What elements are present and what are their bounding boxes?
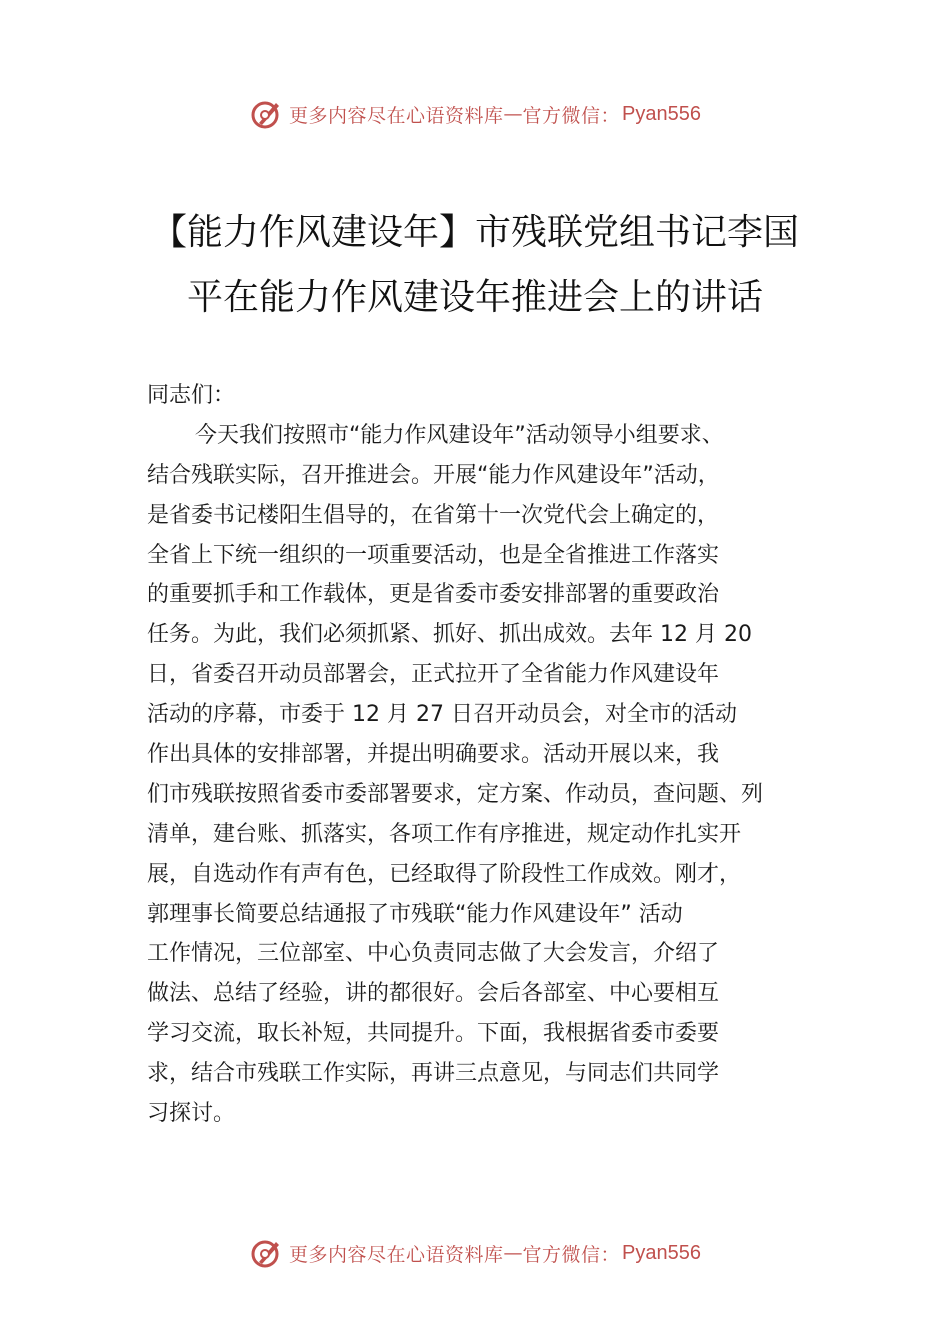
paragraph-line: 全省上下统一组织的一项重要活动，也是全省推进工作落实 (147, 542, 720, 568)
paragraph-line: 郭理事长简要总结通报了市残联“能力作风建设年” 活动 (147, 901, 683, 927)
footer-watermark (0, 1233, 950, 1273)
watermark-text: 更多内容尽在心语资料库 (289, 1243, 504, 1266)
paragraph-line: 今天我们按照市“能力作风建设年”活动领导小组要求、 (195, 422, 724, 448)
paragraph-line: 任务。为此，我们必须抓紧、抓好、抓出成效。去年 12 月 20 (147, 622, 752, 648)
paragraph-line: 清单，建台账、抓落实，各项工作有序推进，规定动作扎实开 (147, 821, 742, 847)
title-line: 【能力作风建设年】市残联党组书记李国 (150, 212, 799, 253)
paragraph-line: 作出具体的安排部署，并提出明确要求。活动开展以来，我 (147, 742, 720, 768)
paragraph-line: 展，自选动作有声有色，已经取得了阶段性工作成效。刚才， (147, 861, 742, 887)
paragraph-line: 习探讨。 (147, 1101, 236, 1127)
paragraph-line: 求，结合市残联工作实际，再讲三点意见，与同志们共同学 (147, 1061, 720, 1087)
paragraph-line: 做法、总结了经验，讲的都很好。会后各部室、中心要相互 (147, 981, 720, 1007)
paragraph-line: 日，省委召开动员部署会，正式拉开了全省能力作风建设年 (147, 662, 720, 688)
paragraph-line: 是省委书记楼阳生倡导的，在省第十一次党代会上确定的， (147, 502, 720, 528)
speech-body (147, 376, 827, 1134)
paragraph-line: 结合残联实际，召开推进会。开展“能力作风建设年”活动， (147, 462, 720, 488)
watermark-wechat-id: Pyan556 (622, 1241, 701, 1264)
title-line: 平在能力作风建设年推进会上的讲话 (186, 277, 763, 318)
watermark-separator: — (503, 103, 523, 125)
header-watermark (0, 94, 950, 134)
watermark-wechat-id: Pyan556 (622, 102, 701, 125)
watermark-label: 官方微信： (522, 1243, 621, 1266)
greeting: 同志们： (147, 383, 236, 408)
paragraph-line: 的重要抓手和工作载体，更是省委市委安排部署的重要政治 (147, 582, 720, 608)
pen-logo-icon (249, 97, 283, 131)
pen-logo-icon (249, 1236, 283, 1270)
watermark-label: 官方微信： (522, 104, 621, 127)
paragraph-line: 活动的序幕，市委于 12 月 27 日召开动员会，对全市的活动 (147, 702, 737, 728)
document-title (0, 200, 950, 330)
watermark-text: 更多内容尽在心语资料库 (289, 104, 504, 127)
paragraph-line: 工作情况，三位部室、中心负责同志做了大会发言，介绍了 (147, 941, 720, 967)
paragraph-line: 学习交流，取长补短，共同提升。下面，我根据省委市委要 (147, 1021, 720, 1047)
paragraph-line: 们市残联按照省委市委部署要求，定方案、作动员，查问题、列 (147, 781, 764, 807)
watermark-separator: — (503, 1242, 523, 1264)
